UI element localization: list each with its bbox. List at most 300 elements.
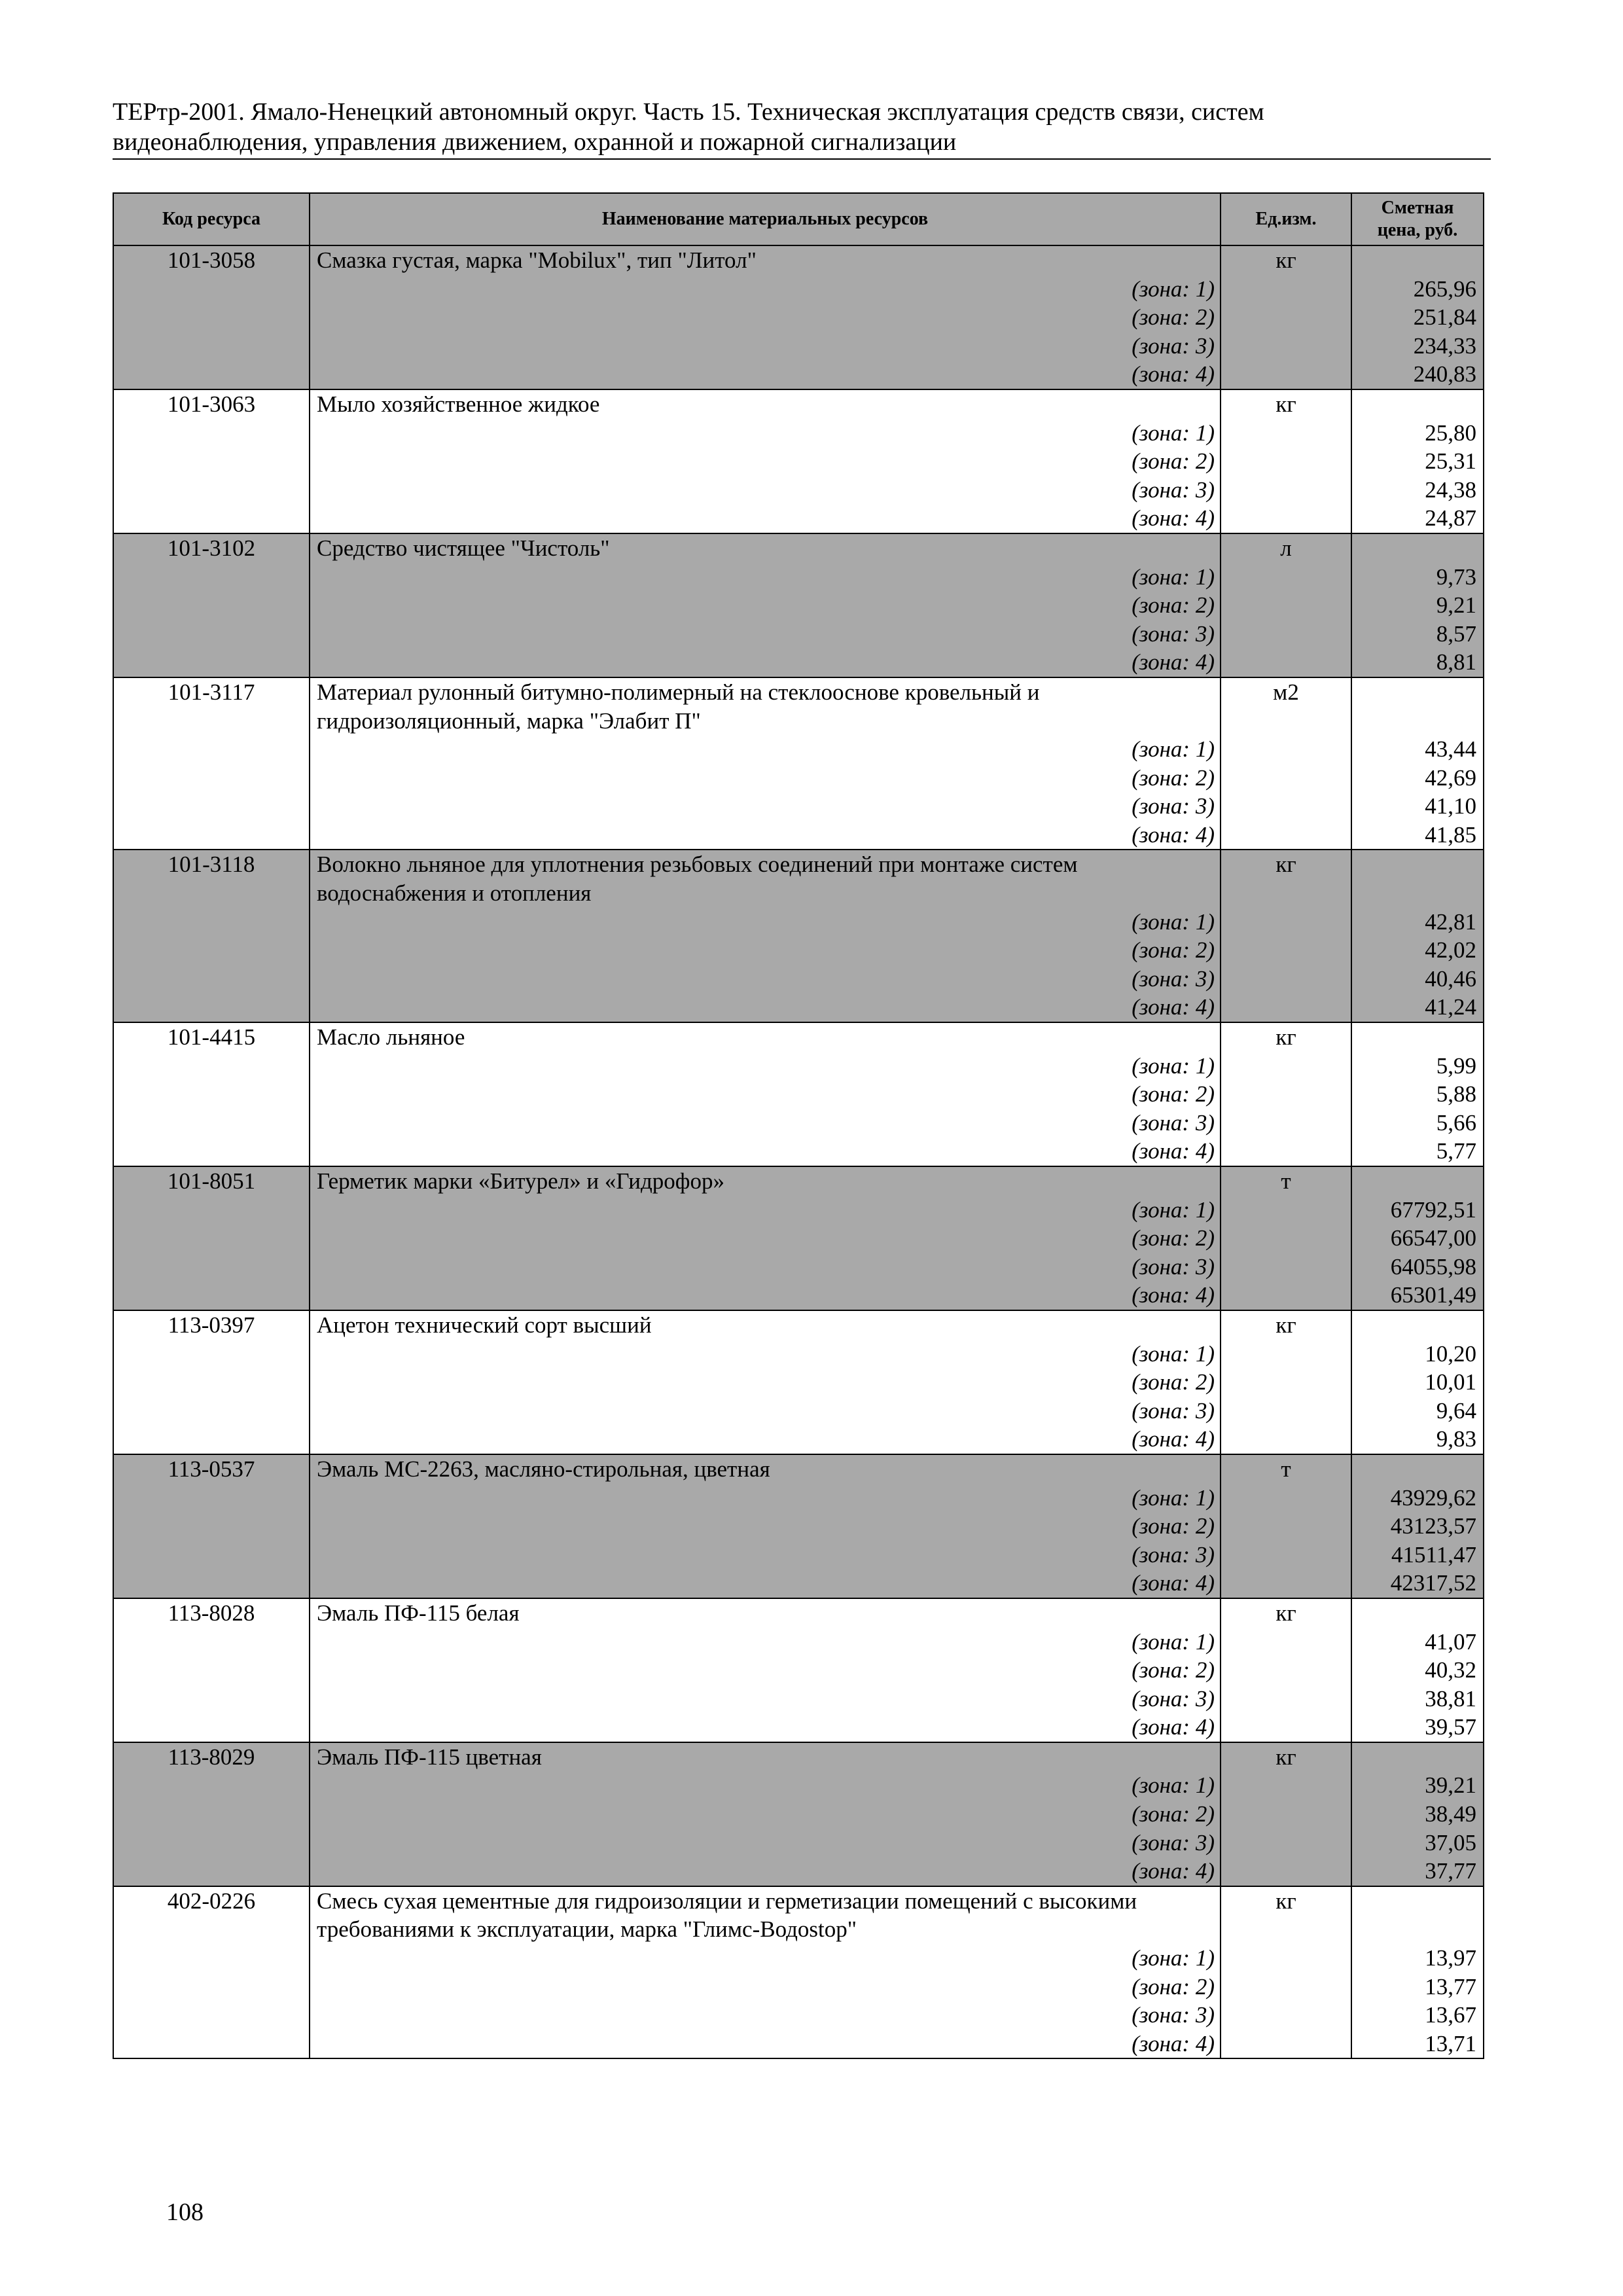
unit-cell — [1221, 2030, 1351, 2059]
resource-code-cell — [113, 332, 310, 361]
unit-cell: т — [1221, 1166, 1351, 1196]
price-cell: 9,73 — [1351, 563, 1484, 592]
table-subrow — [113, 2030, 1484, 2059]
resource-code-cell — [113, 1857, 310, 1886]
table-row — [113, 1598, 1484, 1628]
resource-code-cell — [113, 591, 310, 620]
price-cell: 13,67 — [1351, 2001, 1484, 2030]
table-subrow — [113, 1857, 1484, 1886]
zone-label: (зона: 2) — [310, 764, 1221, 793]
unit-cell — [1221, 1397, 1351, 1426]
unit-cell — [1221, 965, 1351, 994]
resource-code-cell — [113, 1656, 310, 1685]
col-name-header: Наименование материальных ресурсов — [310, 193, 1221, 245]
table-subrow — [113, 1771, 1484, 1800]
unit-cell — [1221, 303, 1351, 332]
zone-label: (зона: 4) — [310, 1425, 1221, 1454]
zone-label: (зона: 3) — [310, 1829, 1221, 1857]
unit-cell — [1221, 1425, 1351, 1454]
table-subrow — [113, 1253, 1484, 1282]
zone-label: (зона: 4) — [310, 1569, 1221, 1598]
unit-cell — [1221, 1915, 1351, 1944]
unit-cell — [1221, 1829, 1351, 1857]
zone-label: (зона: 3) — [310, 965, 1221, 994]
resource-code-cell — [113, 1915, 310, 1944]
unit-cell — [1221, 648, 1351, 677]
unit-cell: т — [1221, 1454, 1351, 1484]
table-row — [113, 1886, 1484, 1916]
resource-code-cell — [113, 1253, 310, 1282]
resource-code-cell — [113, 2030, 310, 2059]
resource-code-cell: 101-3118 — [113, 850, 310, 879]
unit-cell — [1221, 1137, 1351, 1166]
resource-name: Смесь сухая цементные для гидроизоляции и герметизации помещений с высокими — [310, 1886, 1221, 1916]
zone-label: (зона: 1) — [310, 563, 1221, 592]
zone-label: (зона: 3) — [310, 620, 1221, 649]
unit-cell: л — [1221, 533, 1351, 563]
resource-code-cell — [113, 965, 310, 994]
unit-cell: кг — [1221, 389, 1351, 419]
table-body — [113, 245, 1484, 2058]
zone-label: (зона: 2) — [310, 591, 1221, 620]
unit-cell — [1221, 1713, 1351, 1742]
col-price-header-line-1: Сметная — [1381, 198, 1454, 218]
table-subrow — [113, 993, 1484, 1022]
table-subrow — [113, 1281, 1484, 1310]
table-subrow — [113, 563, 1484, 592]
zone-label: (зона: 1) — [310, 1052, 1221, 1081]
table-subrow — [113, 1109, 1484, 1138]
price-cell: 43123,57 — [1351, 1512, 1484, 1541]
table-row — [113, 677, 1484, 707]
price-cell — [1351, 850, 1484, 879]
resource-code-cell — [113, 476, 310, 505]
unit-cell — [1221, 1368, 1351, 1397]
table-subrow — [113, 303, 1484, 332]
zone-label: (зона: 1) — [310, 1484, 1221, 1513]
price-cell: 43,44 — [1351, 735, 1484, 764]
zone-label: (зона: 2) — [310, 303, 1221, 332]
table-subrow — [113, 1829, 1484, 1857]
zone-label: (зона: 4) — [310, 504, 1221, 533]
resource-name: Эмаль ПФ-115 цветная — [310, 1742, 1221, 1772]
price-cell — [1351, 1886, 1484, 1916]
resource-code-cell — [113, 1512, 310, 1541]
price-cell: 38,81 — [1351, 1685, 1484, 1713]
resource-code-cell — [113, 879, 310, 908]
resource-name: Масло льняное — [310, 1022, 1221, 1052]
unit-cell: кг — [1221, 245, 1351, 275]
unit-cell — [1221, 360, 1351, 389]
table-subrow — [113, 735, 1484, 764]
table-subrow — [113, 1484, 1484, 1513]
resource-code-cell — [113, 792, 310, 821]
unit-cell — [1221, 764, 1351, 793]
resource-code-cell: 101-8051 — [113, 1166, 310, 1196]
resource-name: Герметик марки «Битурел» и «Гидрофор» — [310, 1166, 1221, 1196]
zone-label: (зона: 4) — [310, 1281, 1221, 1310]
unit-cell — [1221, 936, 1351, 965]
table-row — [113, 1454, 1484, 1484]
resource-name: Волокно льняное для уплотнения резьбовых соединений при монтаже систем — [310, 850, 1221, 879]
resource-code-cell: 402-0226 — [113, 1886, 310, 1916]
unit-cell — [1221, 1281, 1351, 1310]
resource-code-cell: 113-0397 — [113, 1310, 310, 1340]
price-cell — [1351, 707, 1484, 736]
price-cell: 8,81 — [1351, 648, 1484, 677]
resource-code-cell — [113, 1137, 310, 1166]
unit-cell: кг — [1221, 1742, 1351, 1772]
resource-code-cell — [113, 1368, 310, 1397]
resource-code-cell — [113, 620, 310, 649]
price-cell: 25,31 — [1351, 447, 1484, 476]
table-subrow — [113, 1196, 1484, 1225]
price-cell: 41,10 — [1351, 792, 1484, 821]
col-price-header — [1351, 193, 1484, 245]
zone-label: (зона: 3) — [310, 332, 1221, 361]
price-cell: 10,20 — [1351, 1340, 1484, 1369]
unit-cell — [1221, 792, 1351, 821]
unit-cell: кг — [1221, 1022, 1351, 1052]
unit-cell — [1221, 908, 1351, 937]
price-cell — [1351, 1022, 1484, 1052]
zone-label: (зона: 4) — [310, 821, 1221, 850]
price-cell: 41,07 — [1351, 1628, 1484, 1657]
resource-code-cell — [113, 1397, 310, 1426]
table-subrow — [113, 419, 1484, 448]
zone-label: (зона: 3) — [310, 476, 1221, 505]
zone-label: (зона: 3) — [310, 1253, 1221, 1282]
resource-code-cell — [113, 447, 310, 476]
table-subrow — [113, 1340, 1484, 1369]
unit-cell — [1221, 1109, 1351, 1138]
table-subrow — [113, 764, 1484, 793]
unit-cell — [1221, 993, 1351, 1022]
resource-code-cell — [113, 563, 310, 592]
unit-cell — [1221, 620, 1351, 649]
resource-code-cell: 101-3058 — [113, 245, 310, 275]
resource-name: Смазка густая, марка "Mobilux", тип "Литол" — [310, 245, 1221, 275]
table-subrow — [113, 965, 1484, 994]
table-subrow — [113, 1397, 1484, 1426]
zone-label: (зона: 4) — [310, 2030, 1221, 2059]
unit-cell — [1221, 707, 1351, 736]
table-row — [113, 533, 1484, 563]
price-cell — [1351, 245, 1484, 275]
resource-name: Эмаль ПФ-115 белая — [310, 1598, 1221, 1628]
resource-code-cell: 101-4415 — [113, 1022, 310, 1052]
price-cell: 251,84 — [1351, 303, 1484, 332]
resource-code-cell — [113, 1541, 310, 1570]
resource-code-cell — [113, 1080, 310, 1109]
table-subrow — [113, 1137, 1484, 1166]
table-row — [113, 1166, 1484, 1196]
zone-label: (зона: 4) — [310, 1857, 1221, 1886]
table-subrow — [113, 821, 1484, 850]
header-line-1: ТЕРтр-2001. Ямало-Ненецкий автономный округ. Часть 15. Техническая эксплуатация средств связи, систем — [113, 98, 1264, 126]
resource-code-cell: 101-3117 — [113, 677, 310, 707]
resource-code-cell: 113-0537 — [113, 1454, 310, 1484]
table-subrow — [113, 1569, 1484, 1598]
resource-code-cell — [113, 1425, 310, 1454]
resource-code-cell — [113, 1340, 310, 1369]
unit-cell — [1221, 476, 1351, 505]
table-subrow — [113, 936, 1484, 965]
table-subrow — [113, 504, 1484, 533]
table-subrow — [113, 648, 1484, 677]
table-subrow — [113, 1368, 1484, 1397]
price-cell: 39,57 — [1351, 1713, 1484, 1742]
zone-label: (зона: 4) — [310, 648, 1221, 677]
price-cell: 13,71 — [1351, 2030, 1484, 2059]
price-cell — [1351, 879, 1484, 908]
table-subrow — [113, 1973, 1484, 2001]
table-subrow — [113, 1541, 1484, 1570]
table-subrow — [113, 908, 1484, 937]
resource-code-cell — [113, 735, 310, 764]
price-cell: 41,85 — [1351, 821, 1484, 850]
price-cell: 41,24 — [1351, 993, 1484, 1022]
resource-code-cell — [113, 1224, 310, 1253]
resource-code-cell — [113, 1281, 310, 1310]
price-cell: 42,81 — [1351, 908, 1484, 937]
unit-cell — [1221, 1973, 1351, 2001]
price-cell — [1351, 1915, 1484, 1944]
header-rule — [113, 158, 1491, 160]
table-header-row — [113, 193, 1484, 245]
resources-table — [113, 192, 1484, 2059]
table-subrow — [113, 1656, 1484, 1685]
price-cell: 42,02 — [1351, 936, 1484, 965]
price-cell: 38,49 — [1351, 1800, 1484, 1829]
unit-cell — [1221, 1857, 1351, 1886]
price-cell: 43929,62 — [1351, 1484, 1484, 1513]
zone-label: (зона: 4) — [310, 1137, 1221, 1166]
table-subrow — [113, 2001, 1484, 2030]
unit-cell: кг — [1221, 1310, 1351, 1340]
table-subrow — [113, 1944, 1484, 1973]
resource-name: гидроизоляционный, марка "Элабит П" — [310, 707, 1221, 736]
unit-cell — [1221, 1196, 1351, 1225]
resource-code-cell: 113-8029 — [113, 1742, 310, 1772]
table-subrow — [113, 360, 1484, 389]
price-cell: 25,80 — [1351, 419, 1484, 448]
price-cell: 42,69 — [1351, 764, 1484, 793]
price-cell: 41511,47 — [1351, 1541, 1484, 1570]
resource-code-cell — [113, 1052, 310, 1081]
price-cell: 5,66 — [1351, 1109, 1484, 1138]
resource-code-cell — [113, 303, 310, 332]
unit-cell — [1221, 332, 1351, 361]
unit-cell — [1221, 1052, 1351, 1081]
resource-code-cell — [113, 1800, 310, 1829]
price-cell: 24,38 — [1351, 476, 1484, 505]
resource-code-cell — [113, 419, 310, 448]
price-cell: 9,64 — [1351, 1397, 1484, 1426]
table-subrow — [113, 275, 1484, 304]
resource-name: Мыло хозяйственное жидкое — [310, 389, 1221, 419]
price-cell: 66547,00 — [1351, 1224, 1484, 1253]
unit-cell — [1221, 275, 1351, 304]
zone-label: (зона: 2) — [310, 447, 1221, 476]
price-cell: 64055,98 — [1351, 1253, 1484, 1282]
price-cell: 5,88 — [1351, 1080, 1484, 1109]
table-subrow — [113, 707, 1484, 736]
price-cell: 234,33 — [1351, 332, 1484, 361]
table-subrow — [113, 1080, 1484, 1109]
resource-code-cell — [113, 908, 310, 937]
resource-code-cell — [113, 1944, 310, 1973]
price-cell: 42317,52 — [1351, 1569, 1484, 1598]
zone-label: (зона: 3) — [310, 2001, 1221, 2030]
unit-cell — [1221, 1800, 1351, 1829]
zone-label: (зона: 4) — [310, 360, 1221, 389]
unit-cell — [1221, 1080, 1351, 1109]
unit-cell — [1221, 591, 1351, 620]
col-unit-header: Ед.изм. — [1221, 193, 1351, 245]
table-subrow — [113, 1713, 1484, 1742]
table-subrow — [113, 1628, 1484, 1657]
zone-label: (зона: 3) — [310, 792, 1221, 821]
zone-label: (зона: 2) — [310, 1656, 1221, 1685]
zone-label: (зона: 1) — [310, 1771, 1221, 1800]
unit-cell — [1221, 504, 1351, 533]
resource-code-cell — [113, 1973, 310, 2001]
document-header — [113, 97, 1487, 157]
price-cell: 9,21 — [1351, 591, 1484, 620]
zone-label: (зона: 3) — [310, 1397, 1221, 1426]
price-cell — [1351, 1742, 1484, 1772]
resource-code-cell — [113, 764, 310, 793]
resource-code-cell — [113, 1713, 310, 1742]
price-cell — [1351, 1166, 1484, 1196]
resource-code-cell — [113, 1109, 310, 1138]
zone-label: (зона: 2) — [310, 936, 1221, 965]
resource-code-cell — [113, 1484, 310, 1513]
table-subrow — [113, 1512, 1484, 1541]
table-subrow — [113, 620, 1484, 649]
resource-name: требованиями к эксплуатации, марка "Глимс-Водоstop" — [310, 1915, 1221, 1944]
resource-code-cell — [113, 993, 310, 1022]
page-number: 108 — [166, 2198, 204, 2226]
table-subrow — [113, 447, 1484, 476]
price-cell: 65301,49 — [1351, 1281, 1484, 1310]
zone-label: (зона: 2) — [310, 1224, 1221, 1253]
price-cell: 40,46 — [1351, 965, 1484, 994]
table-subrow — [113, 1685, 1484, 1713]
header-line-2: видеонаблюдения, управления движением, охранной и пожарной сигнализации — [113, 128, 957, 156]
zone-label: (зона: 1) — [310, 1340, 1221, 1369]
price-cell: 13,77 — [1351, 1973, 1484, 2001]
price-cell — [1351, 1310, 1484, 1340]
zone-label: (зона: 3) — [310, 1109, 1221, 1138]
price-cell: 5,77 — [1351, 1137, 1484, 1166]
table-row — [113, 1742, 1484, 1772]
price-cell: 10,01 — [1351, 1368, 1484, 1397]
zone-label: (зона: 4) — [310, 993, 1221, 1022]
price-cell: 9,83 — [1351, 1425, 1484, 1454]
resource-code-cell — [113, 707, 310, 736]
unit-cell — [1221, 1656, 1351, 1685]
table-row — [113, 850, 1484, 879]
price-cell: 39,21 — [1351, 1771, 1484, 1800]
resource-code-cell — [113, 1196, 310, 1225]
price-cell: 67792,51 — [1351, 1196, 1484, 1225]
zone-label: (зона: 2) — [310, 1080, 1221, 1109]
unit-cell — [1221, 1771, 1351, 1800]
table-subrow — [113, 1800, 1484, 1829]
zone-label: (зона: 3) — [310, 1685, 1221, 1713]
price-cell — [1351, 1454, 1484, 1484]
resource-name: Средство чистящее "Чистоль" — [310, 533, 1221, 563]
unit-cell — [1221, 2001, 1351, 2030]
resource-code-cell — [113, 936, 310, 965]
unit-cell — [1221, 1569, 1351, 1598]
resource-code-cell — [113, 821, 310, 850]
table-subrow — [113, 591, 1484, 620]
unit-cell: кг — [1221, 850, 1351, 879]
table-subrow — [113, 1425, 1484, 1454]
unit-cell: кг — [1221, 1598, 1351, 1628]
table-subrow — [113, 792, 1484, 821]
resource-code-cell — [113, 1771, 310, 1800]
unit-cell — [1221, 1512, 1351, 1541]
zone-label: (зона: 2) — [310, 1368, 1221, 1397]
table-row — [113, 1022, 1484, 1052]
col-code-header: Код ресурса — [113, 193, 310, 245]
zone-label: (зона: 3) — [310, 1541, 1221, 1570]
table-subrow — [113, 476, 1484, 505]
zone-label: (зона: 1) — [310, 419, 1221, 448]
table-row — [113, 1310, 1484, 1340]
resource-code-cell — [113, 360, 310, 389]
price-cell — [1351, 1598, 1484, 1628]
unit-cell — [1221, 821, 1351, 850]
resource-code-cell — [113, 648, 310, 677]
table-subrow — [113, 879, 1484, 908]
zone-label: (зона: 1) — [310, 1944, 1221, 1973]
unit-cell — [1221, 1944, 1351, 1973]
price-cell: 40,32 — [1351, 1656, 1484, 1685]
unit-cell — [1221, 735, 1351, 764]
zone-label: (зона: 1) — [310, 275, 1221, 304]
unit-cell — [1221, 1224, 1351, 1253]
price-cell: 37,05 — [1351, 1829, 1484, 1857]
table-subrow — [113, 1224, 1484, 1253]
unit-cell — [1221, 1253, 1351, 1282]
resource-code-cell — [113, 1829, 310, 1857]
unit-cell — [1221, 563, 1351, 592]
price-cell — [1351, 389, 1484, 419]
unit-cell — [1221, 1484, 1351, 1513]
resource-code-cell — [113, 504, 310, 533]
price-cell — [1351, 533, 1484, 563]
unit-cell — [1221, 879, 1351, 908]
table-row — [113, 389, 1484, 419]
zone-label: (зона: 2) — [310, 1512, 1221, 1541]
price-cell: 5,99 — [1351, 1052, 1484, 1081]
price-cell — [1351, 677, 1484, 707]
price-cell: 24,87 — [1351, 504, 1484, 533]
table-row — [113, 245, 1484, 275]
zone-label: (зона: 1) — [310, 735, 1221, 764]
unit-cell — [1221, 447, 1351, 476]
price-cell: 13,97 — [1351, 1944, 1484, 1973]
zone-label: (зона: 1) — [310, 1628, 1221, 1657]
zone-label: (зона: 1) — [310, 908, 1221, 937]
resource-name: Материал рулонный битумно-полимерный на стеклооснове кровельный и — [310, 677, 1221, 707]
price-cell: 240,83 — [1351, 360, 1484, 389]
